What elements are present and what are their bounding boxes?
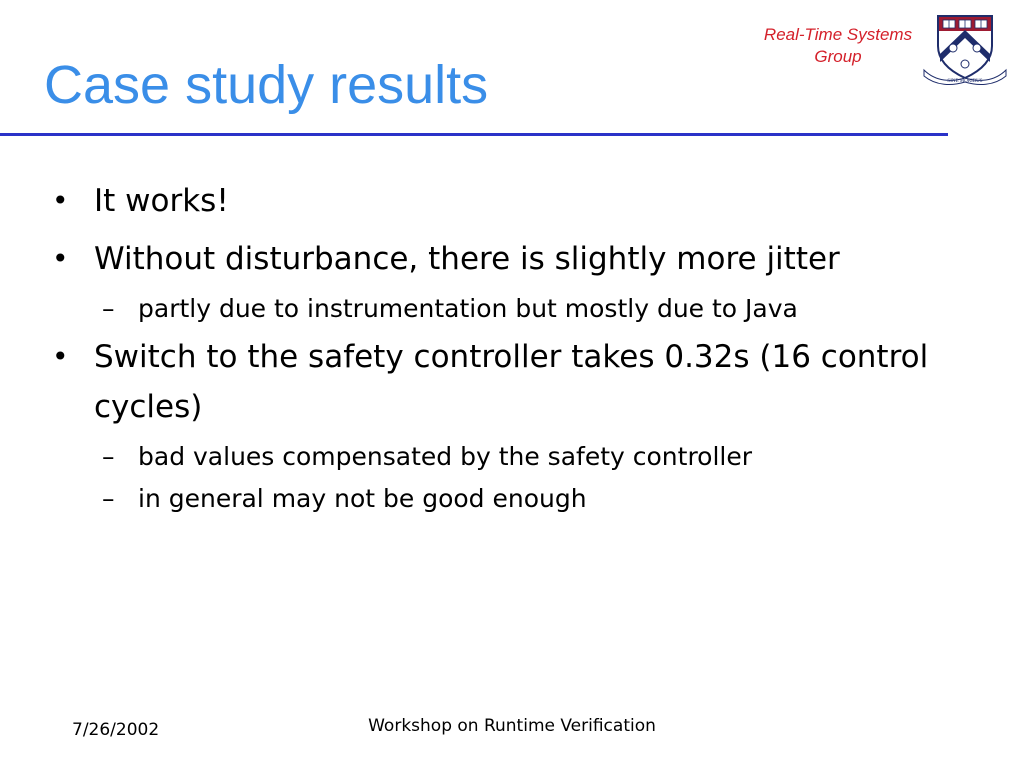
bullet-list [52,176,1002,522]
sub-bullet-item [52,290,1002,328]
group-label-line2: Group [814,47,862,66]
bullet-text: Switch to the safety controller takes 0.32s (16 control cycles) [94,339,929,425]
bullet-text: It works! [94,183,229,219]
sub-bullet-text: bad values compensated by the safety controller [138,442,753,471]
bullet-text: Without disturbance, there is slightly more jitter [94,241,840,277]
bullet-item [52,332,1002,432]
footer-date: 7/26/2002 [72,720,160,740]
bullet-mark: • [52,340,69,373]
seal-motto: SINE MORIBUS [947,79,983,84]
group-label-line1: Real-Time Systems [763,25,913,44]
sub-bullet-mark: – [102,294,115,323]
title-divider [0,133,948,136]
sub-bullet-mark: – [102,484,115,513]
slide-title: Case study results [44,55,489,115]
university-seal-logo [922,12,1008,88]
sub-bullet-text: in general may not be good enough [138,484,587,513]
group-label [748,24,928,68]
bullet-mark: • [52,184,69,217]
sub-bullet-mark: – [102,442,115,471]
sub-bullet-item [52,438,1002,476]
bullet-mark: • [52,242,69,275]
footer-workshop-name: Workshop on Runtime Verification [368,716,656,736]
sub-bullet-item [52,480,1002,518]
bullet-item [52,234,1002,284]
sub-bullet-text: partly due to instrumentation but mostly due to Java [138,294,798,323]
bullet-item [52,176,1002,226]
